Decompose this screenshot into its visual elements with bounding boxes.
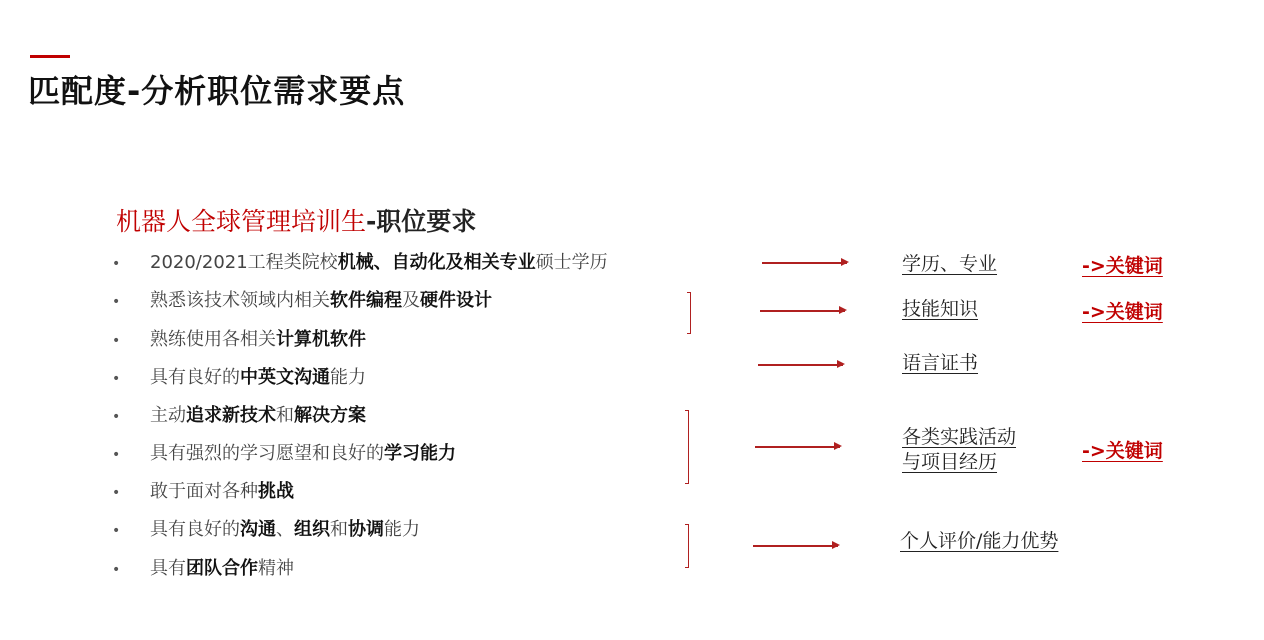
arrow-right-icon (753, 545, 838, 547)
category-self-evaluation: 个人评价/能力优势 (900, 530, 1059, 552)
category-practice-line2: 与项目经历 (902, 451, 998, 473)
title-accent-bar (30, 55, 70, 58)
category-language: 语言证书 (902, 352, 979, 374)
bullet: • (112, 447, 121, 463)
requirement-item-9: • 具有团队合作精神 (112, 554, 294, 584)
requirement-item-2: • 熟悉该技术领域内相关软件编程及硬件设计 (112, 286, 492, 316)
requirement-item-4: • 具有良好的中英文沟通能力 (112, 363, 366, 393)
requirement-item-8: • 具有良好的沟通、组织和协调能力 (112, 515, 420, 545)
requirement-item-5: • 主动追求新技术和解决方案 (112, 401, 366, 431)
category-practice (902, 425, 1016, 475)
category-practice-line1: 各类实践活动 (902, 426, 1017, 448)
group-bracket-skills (686, 292, 691, 334)
group-bracket-personal (684, 524, 689, 568)
section-heading-suffix: -职位要求 (366, 207, 477, 236)
bullet: • (112, 333, 121, 349)
group-bracket-practice (684, 410, 689, 484)
arrow-right-icon (760, 310, 845, 312)
bullet: • (112, 371, 121, 387)
keyword-tag-skills: ->关键词 (1082, 301, 1163, 323)
bullet: • (112, 523, 121, 539)
requirement-item-6: • 具有强烈的学习愿望和良好的学习能力 (112, 439, 456, 469)
section-heading-job-name: 机器人全球管理培训生 (116, 207, 367, 236)
arrow-right-icon (755, 446, 840, 448)
requirement-item-7: • 敢于面对各种挑战 (112, 477, 294, 507)
bullet: • (112, 256, 121, 272)
section-heading (116, 202, 476, 238)
requirement-item-1: • 2020/2021工程类院校机械、自动化及相关专业硕士学历 (112, 248, 608, 278)
arrow-right-icon (762, 262, 847, 264)
keyword-tag-education: ->关键词 (1082, 255, 1163, 277)
requirement-item-3: • 熟练使用各相关计算机软件 (112, 325, 366, 355)
keyword-tag-practice: ->关键词 (1082, 440, 1163, 462)
category-skills: 技能知识 (902, 298, 979, 320)
category-education: 学历、专业 (902, 253, 998, 275)
bullet: • (112, 485, 121, 501)
bullet: • (112, 294, 121, 310)
arrow-right-icon (758, 364, 843, 366)
bullet: • (112, 409, 121, 425)
page-title: 匹配度-分析职位需求要点 (28, 72, 406, 110)
bullet: • (112, 562, 121, 578)
